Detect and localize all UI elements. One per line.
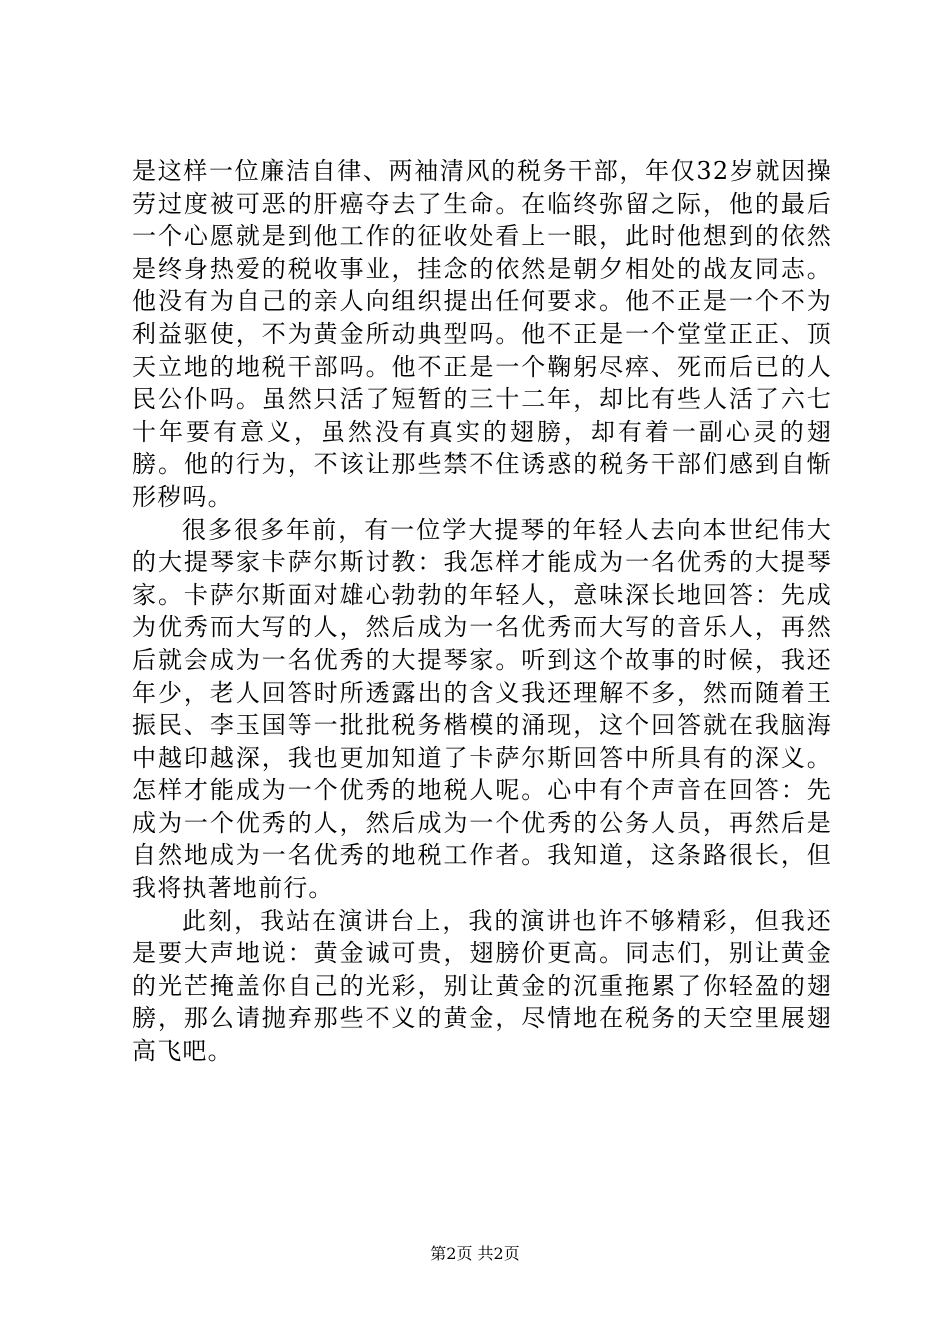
- document-body: [132, 155, 832, 1068]
- paragraph-1: 是这样一位廉洁自律、两袖清风的税务干部，年仅32岁就因操劳过度被可恶的肝癌夺去了生命。在临终弥留之际，他的最后一个心愿就是到他工作的征收处看上一眼，此时他想到的依然是终身热爱的税收事业，挂念的依然是朝夕相处的战友同志。他没有为自己的亲人向组织提出任何要求。他不正是一个不为利益驱使，不为黄金所动典型吗。他不正是一个堂堂正正、顶天立地的地税干部吗。他不正是一个鞠躬尽瘁、死而后已的人民公仆吗。虽然只活了短暂的三十二年，却比有些人活了六七十年要有意义，虽然没有真实的翅膀，却有着一副心灵的翅膀。他的行为，不该让那些禁不住诱惑的税务干部们感到自惭形秽吗。: [132, 157, 832, 511]
- paragraph-3: 此刻，我站在演讲台上，我的演讲也许不够精彩，但我还是要大声地说：黄金诚可贵，翅膀价更高。同志们，别让黄金的光芒掩盖你自己的光彩，别让黄金的沉重拖累了你轻盈的翅膀，那么请抛弃那些不义的黄金，尽情地在税务的天空里展翅高飞吧。: [132, 906, 832, 1066]
- page-number-footer: 第2页 共2页: [430, 1244, 520, 1263]
- paragraph-2: 很多很多年前，有一位学大提琴的年轻人去向本世纪伟大的大提琴家卡萨尔斯讨教：我怎样才能成为一名优秀的大提琴家。卡萨尔斯面对雄心勃勃的年轻人，意味深长地回答：先成为优秀而大写的人，然后成为一名优秀而大写的音乐人，再然后就会成为一名优秀的大提琴家。听到这个故事的时候，我还年少，老人回答时所透露出的含义我还理解不多，然而随着王振民、李玉国等一批批税务楷模的涌现，这个回答就在我脑海中越印越深，我也更加知道了卡萨尔斯回答中所具有的深义。怎样才能成为一个优秀的地税人呢。心中有个声音在回答：先成为一个优秀的人，然后成为一个优秀的公务人员，再然后是自然地成为一名优秀的地税工作者。我知道，这条路很长，但我将执著地前行。: [132, 515, 832, 903]
